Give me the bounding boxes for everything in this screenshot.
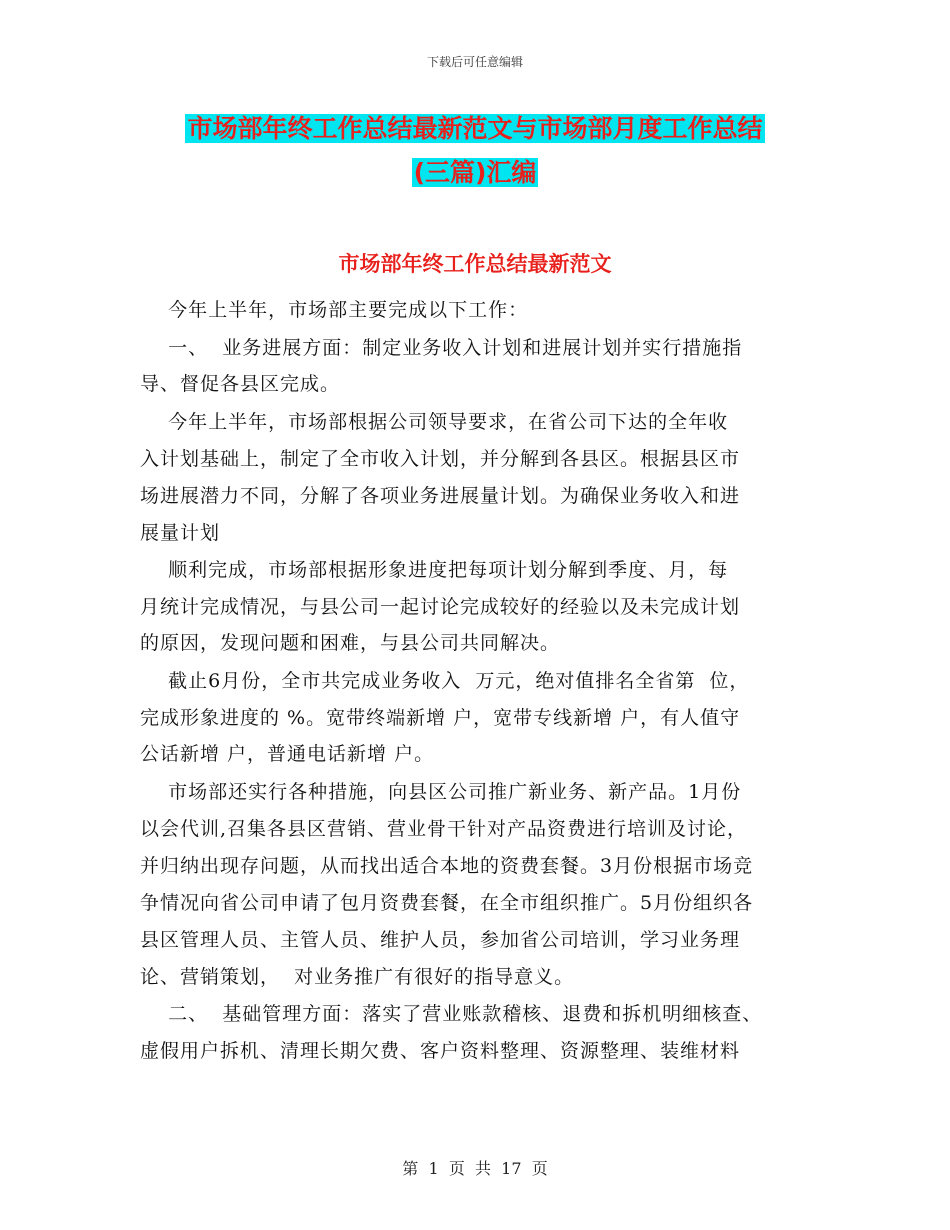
body-line: 以会代训,召集各县区营销、营业骨干针对产品资费进行培训及讨论， [140, 818, 748, 840]
document-title-line-1 [0, 113, 950, 145]
body-line: 完成形象进度的 %。宽带终端新增 户，宽带专线新增 户，有人值守 [140, 707, 741, 729]
body-line: 虚假用户拆机、清理长期欠费、客户资料整理、资源整理、装维材料 [140, 1040, 741, 1062]
body-line: 截止6月份，全市共完成业务收入 万元，绝对值排名全省第 位， [140, 670, 750, 692]
body-line: 今年上半年，市场部根据公司领导要求，在省公司下达的全年收 [140, 411, 729, 433]
body-line: 县区管理人员、主管人员、维护人员，参加省公司培训，学习业务理 [140, 929, 741, 951]
page-footer: 第 1 页 共 17 页 [402, 1159, 548, 1178]
body-line: 二、 基础管理方面：落实了营业账款稽核、退费和拆机明细核查、 [140, 1003, 763, 1025]
body-line: 市场部还实行各种措施，向县区公司推广新业务、新产品。1月份 [140, 781, 742, 803]
body-line: 入计划基础上，制定了全市收入计划，并分解到各县区。根据县区市 [140, 448, 741, 470]
body-line: 今年上半年，市场部主要完成以下工作： [140, 299, 529, 321]
body-line: 公话新增 户，普通电话新增 户。 [140, 743, 435, 765]
body-line: 场进展潜力不同，分解了各项业务进展量计划。为确保业务收入和进 [140, 485, 741, 507]
title-text-2: (三篇)汇编 [413, 158, 537, 187]
section-title: 市场部年终工作总结最新范文 [338, 252, 612, 276]
body-line: 一、 业务进展方面：制定业务收入计划和进展计划并实行措施指 [140, 337, 743, 359]
body-line: 导、督促各县区完成。 [140, 373, 341, 395]
body-line: 论、营销策划， 对业务推广有很好的指导意义。 [140, 966, 575, 988]
body-line: 展量计划 [140, 522, 221, 544]
body-line: 争情况向省公司申请了包月资费套餐，在全市组织推广。5月份组织各 [140, 892, 754, 914]
body-line: 并归纳出现存问题，从而找出适合本地的资费套餐。3月份根据市场竞 [140, 855, 754, 877]
body-line: 月统计完成情况，与县公司一起讨论完成较好的经验以及未完成计划 [140, 596, 741, 618]
body-line: 顺利完成，市场部根据形象进度把每项计划分解到季度、月，每 [140, 559, 729, 581]
title-text-1: 市场部年终工作总结最新范文与市场部月度工作总结 [187, 114, 763, 143]
document-title-line-2 [0, 157, 950, 189]
body-line: 的原因，发现问题和困难，与县公司共同解决。 [140, 632, 561, 654]
header-note: 下载后可任意编辑 [426, 55, 523, 69]
